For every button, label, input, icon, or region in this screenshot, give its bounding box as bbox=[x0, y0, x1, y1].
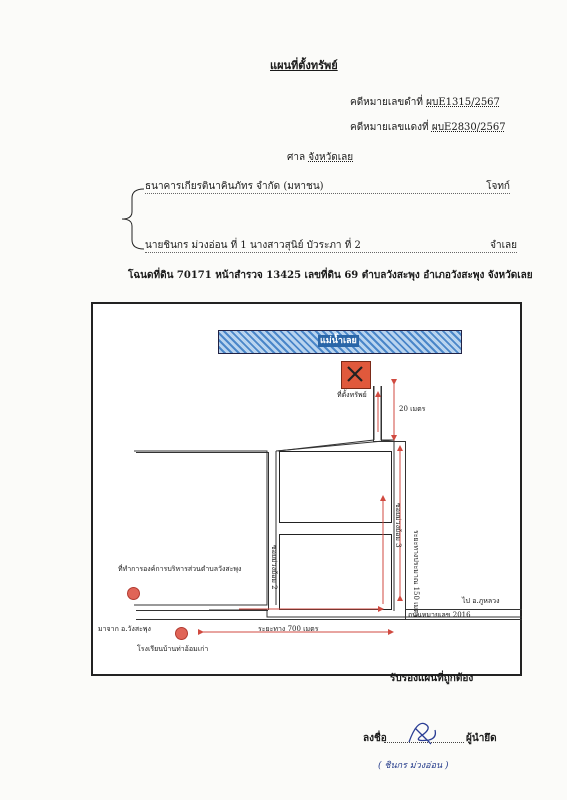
case-black-line bbox=[350, 97, 500, 109]
plaintiff-name: ธนาคารเกียรตินาคินภัทร จำกัด (มหาชน) bbox=[145, 181, 324, 192]
sao-office-label: ที่ทำการองค์การบริหารส่วนตำบลวังสะพุง bbox=[118, 565, 242, 573]
defendant-line bbox=[145, 240, 517, 253]
party-bracket bbox=[118, 186, 148, 252]
highway-label: ถนนหมายเลข 2016 bbox=[408, 611, 471, 619]
defendant-name: นายชินกร ม่วงอ่อน ที่ 1 นางสาวสุนิย์ บัวระภา ที่ 2 bbox=[145, 240, 361, 251]
document-title: แผนที่ตั้งทรัพย์ bbox=[270, 59, 338, 72]
school-marker-icon bbox=[175, 627, 188, 640]
plaintiff-role: โจทก์ bbox=[486, 181, 510, 192]
from-wang-saphung-label: มาจาก อ.วังสะพุง bbox=[98, 625, 151, 633]
signature-mark-icon bbox=[405, 716, 441, 746]
case-black-label: คดีหมายเลขดำที่ bbox=[350, 97, 423, 108]
distance-150m-label: ระยะทางประมาณ 150 เมตร bbox=[412, 530, 420, 618]
signer-name: ( ชินกร ม่วงอ่อน ) bbox=[378, 761, 449, 771]
river-label: แม่น้ำเลย bbox=[320, 336, 357, 346]
distance-700m-label: ระยะทาง 700 เมตร bbox=[258, 625, 319, 633]
court-line bbox=[287, 152, 353, 164]
school-label: โรงเรียนบ้านท่าอ้อมเก่า bbox=[137, 645, 209, 653]
case-red-number: ผบE2830/2567 bbox=[431, 122, 506, 133]
case-red-label: คดีหมายเลขแดงที่ bbox=[350, 122, 429, 133]
plaintiff-line bbox=[145, 181, 510, 194]
case-black-number: ผบE1315/2567 bbox=[426, 97, 500, 108]
seizer-role: ผู้นำยึด bbox=[466, 733, 497, 744]
certify-text: รับรองแผนที่ถูกต้อง bbox=[390, 673, 474, 684]
distance-20m-label: 20 เมตร bbox=[399, 405, 426, 413]
sign-label: ลงชื่อ bbox=[363, 733, 387, 744]
to-phu-luang-label: ไป อ.ภูหลวง bbox=[462, 597, 500, 605]
case-red-line bbox=[350, 122, 506, 134]
court-label: ศาล bbox=[287, 152, 306, 163]
defendant-role: จำเลย bbox=[490, 240, 517, 251]
court-name: จังหวัดเลย bbox=[308, 152, 354, 163]
soi3-label: ซอยม่วงย้อม 3 bbox=[394, 503, 402, 548]
soi2-label: ซอยม่วงย้อม 2 bbox=[270, 545, 278, 590]
sao-office-marker-icon bbox=[127, 587, 140, 600]
title-deed-line: โฉนดที่ดิน 70171 หน้าสำรวจ 13425 เลขที่ดิน 69 ตำบลวังสะพุง อำเภอวังสะพุง จังหวัดเลย bbox=[128, 270, 533, 281]
property-label: ที่ตั้งทรัพย์ bbox=[337, 391, 367, 399]
